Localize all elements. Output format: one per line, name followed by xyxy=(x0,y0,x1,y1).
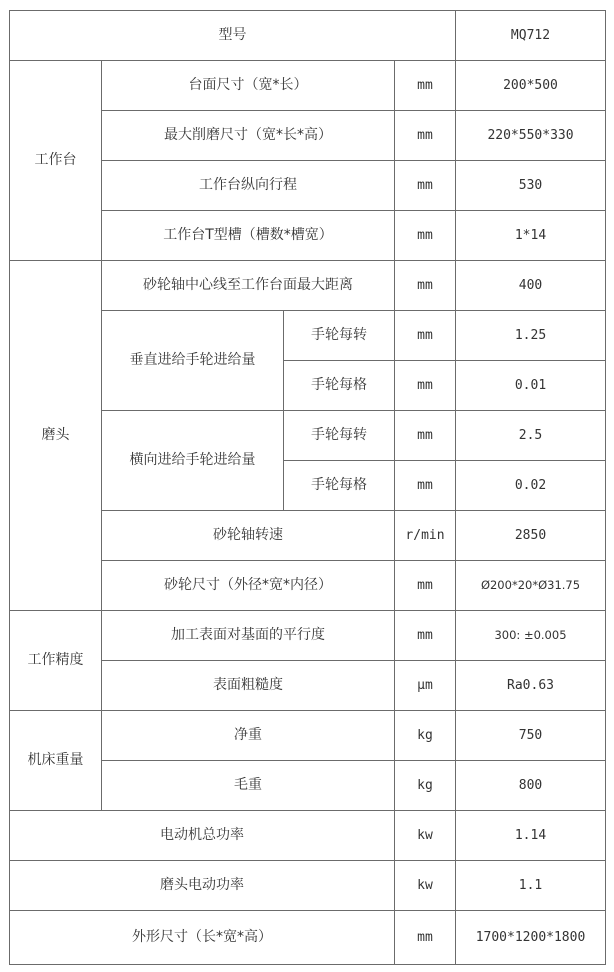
param-name: 工作台纵向行程 xyxy=(102,161,395,211)
param-value: 1.14 xyxy=(456,811,606,861)
param-value: 750 xyxy=(456,711,606,761)
table-row xyxy=(10,11,606,61)
param-name: 工作台T型槽（槽数*槽宽） xyxy=(102,211,395,261)
sub-param-name: 手轮每格 xyxy=(284,461,395,511)
param-unit: mm xyxy=(395,411,456,461)
table-row xyxy=(10,811,606,861)
param-value: 1700*1200*1800 xyxy=(456,911,606,965)
group-grinding-head: 磨头 xyxy=(10,261,102,611)
param-value: 400 xyxy=(456,261,606,311)
param-value: Ø200*20*Ø31.75 xyxy=(456,561,606,611)
param-unit: mm xyxy=(395,911,456,965)
sub-param-name: 手轮每格 xyxy=(284,361,395,411)
param-unit: mm xyxy=(395,111,456,161)
group-worktable: 工作台 xyxy=(10,61,102,261)
param-value: 530 xyxy=(456,161,606,211)
param-name: 加工表面对基面的平行度 xyxy=(102,611,395,661)
table-row xyxy=(10,861,606,911)
table-row xyxy=(10,711,606,761)
sub-param-name: 手轮每转 xyxy=(284,311,395,361)
param-unit: mm xyxy=(395,211,456,261)
param-unit: mm xyxy=(395,611,456,661)
param-value: 1*14 xyxy=(456,211,606,261)
param-name: 砂轮轴中心线至工作台面最大距离 xyxy=(102,261,395,311)
param-unit: kg xyxy=(395,711,456,761)
param-unit: kg xyxy=(395,761,456,811)
param-unit: mm xyxy=(395,561,456,611)
param-value: 200*500 xyxy=(456,61,606,111)
param-name: 净重 xyxy=(102,711,395,761)
param-value: 300: ±0.005 xyxy=(456,611,606,661)
param-name-vertical-feed: 垂直进给手轮进给量 xyxy=(102,311,284,411)
sub-param-name: 手轮每转 xyxy=(284,411,395,461)
table-row xyxy=(10,611,606,661)
table-row xyxy=(10,261,606,311)
param-value: 1.1 xyxy=(456,861,606,911)
group-precision: 工作精度 xyxy=(10,611,102,711)
param-unit: mm xyxy=(395,161,456,211)
param-value: 220*550*330 xyxy=(456,111,606,161)
param-value: 1.25 xyxy=(456,311,606,361)
param-name: 表面粗糙度 xyxy=(102,661,395,711)
param-value: Ra0.63 xyxy=(456,661,606,711)
param-unit: mm xyxy=(395,61,456,111)
param-name: 台面尺寸（宽*长） xyxy=(102,61,395,111)
param-unit: r/min xyxy=(395,511,456,561)
param-name: 砂轮尺寸（外径*宽*内径） xyxy=(102,561,395,611)
param-unit: mm xyxy=(395,361,456,411)
model-label: 型号 xyxy=(10,11,456,61)
param-name: 电动机总功率 xyxy=(10,811,395,861)
param-value: 800 xyxy=(456,761,606,811)
param-value: 2850 xyxy=(456,511,606,561)
param-name: 毛重 xyxy=(102,761,395,811)
param-unit: mm xyxy=(395,261,456,311)
param-unit: kw xyxy=(395,811,456,861)
spec-table xyxy=(9,10,606,965)
param-unit: kw xyxy=(395,861,456,911)
table-row xyxy=(10,61,606,111)
param-name: 外形尺寸（长*宽*高） xyxy=(10,911,395,965)
param-name: 磨头电动功率 xyxy=(10,861,395,911)
group-machine-weight: 机床重量 xyxy=(10,711,102,811)
param-value: 0.01 xyxy=(456,361,606,411)
model-value: MQ712 xyxy=(456,11,606,61)
param-value: 0.02 xyxy=(456,461,606,511)
param-name-cross-feed: 横向进给手轮进给量 xyxy=(102,411,284,511)
param-unit: μm xyxy=(395,661,456,711)
param-unit: mm xyxy=(395,311,456,361)
param-unit: mm xyxy=(395,461,456,511)
table-row xyxy=(10,911,606,965)
param-value: 2.5 xyxy=(456,411,606,461)
param-name: 砂轮轴转速 xyxy=(102,511,395,561)
param-name: 最大削磨尺寸（宽*长*高） xyxy=(102,111,395,161)
